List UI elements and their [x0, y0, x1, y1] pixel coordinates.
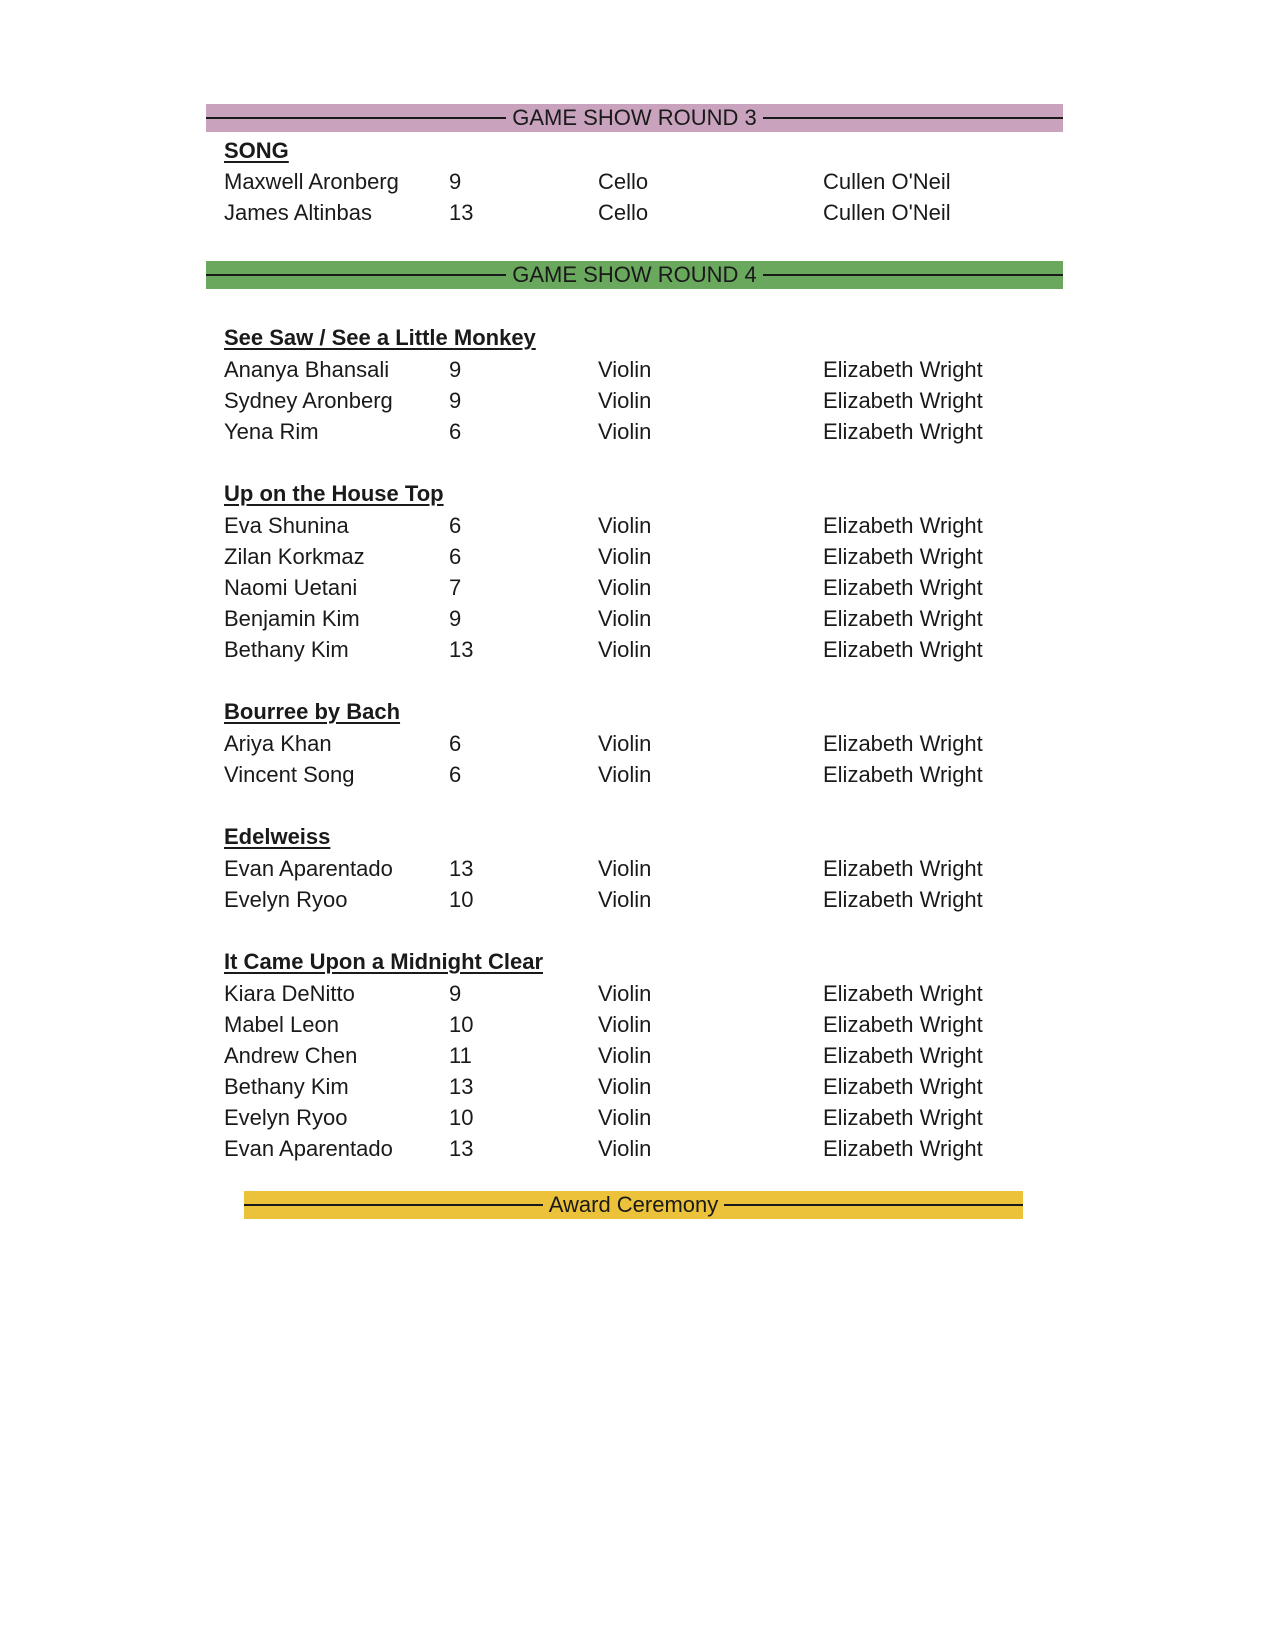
performer-name: Kiara DeNitto [224, 981, 355, 1006]
performer-instrument: Violin [598, 762, 652, 787]
performer-teacher: Elizabeth Wright [823, 1105, 983, 1130]
performer-age: 6 [449, 731, 462, 756]
performer-age: 9 [449, 981, 462, 1006]
performer-row [0, 572, 1275, 603]
banner-rule-right [763, 117, 1063, 119]
performer-name: Eva Shunina [224, 513, 349, 538]
performer-instrument: Violin [598, 1074, 652, 1099]
performer-age: 13 [449, 1136, 474, 1161]
performer-teacher: Elizabeth Wright [823, 637, 983, 662]
performer-row [0, 541, 1275, 572]
performer-name: Evelyn Ryoo [224, 887, 348, 912]
performer-teacher: Elizabeth Wright [823, 575, 983, 600]
performer-instrument: Violin [598, 637, 652, 662]
performer-name: Evelyn Ryoo [224, 1105, 348, 1130]
performer-name: Bethany Kim [224, 1074, 349, 1099]
performer-row [0, 197, 1275, 228]
performer-instrument: Violin [598, 856, 652, 881]
performer-teacher: Elizabeth Wright [823, 1043, 983, 1068]
round4-banner [206, 261, 1063, 289]
piece-title: It Came Upon a Midnight Clear [224, 949, 544, 974]
performer-row [0, 978, 1275, 1009]
performer-instrument: Violin [598, 419, 652, 444]
performer-name: Vincent Song [224, 762, 355, 787]
performer-teacher: Elizabeth Wright [823, 513, 983, 538]
performer-row [0, 1102, 1275, 1133]
performer-teacher: Elizabeth Wright [823, 856, 983, 881]
performer-row [0, 603, 1275, 634]
performer-name: Andrew Chen [224, 1043, 358, 1068]
round4-title: GAME SHOW ROUND 4 [512, 262, 757, 287]
performer-teacher: Elizabeth Wright [823, 887, 983, 912]
performer-age: 11 [449, 1043, 472, 1068]
performer-instrument: Violin [598, 1136, 652, 1161]
performer-teacher: Elizabeth Wright [823, 731, 983, 756]
performer-name: Zilan Korkmaz [224, 544, 365, 569]
performer-row [0, 728, 1275, 759]
performer-instrument: Violin [598, 575, 652, 600]
performer-age: 13 [449, 1074, 474, 1099]
banner-rule-right [724, 1204, 1023, 1206]
performer-teacher: Cullen O'Neil [823, 169, 951, 194]
performer-age: 6 [449, 762, 462, 787]
performer-name: Ananya Bhansali [224, 357, 390, 382]
performer-teacher: Elizabeth Wright [823, 388, 983, 413]
performer-instrument: Violin [598, 606, 652, 631]
performer-age: 9 [449, 357, 462, 382]
performer-teacher: Elizabeth Wright [823, 544, 983, 569]
performer-row [0, 416, 1275, 447]
performer-instrument: Cello [598, 200, 649, 225]
performer-age: 10 [449, 1012, 474, 1037]
performer-instrument: Cello [598, 169, 649, 194]
performer-age: 13 [449, 637, 474, 662]
piece-title: Edelweiss [224, 824, 331, 849]
performer-age: 9 [449, 388, 462, 413]
banner-rule-left [244, 1204, 543, 1206]
performer-teacher: Elizabeth Wright [823, 357, 983, 382]
performer-instrument: Violin [598, 887, 652, 912]
performer-age: 6 [449, 544, 462, 569]
performer-instrument: Violin [598, 981, 652, 1006]
performer-name: Mabel Leon [224, 1012, 339, 1037]
performer-instrument: Violin [598, 544, 652, 569]
performer-name: Benjamin Kim [224, 606, 360, 631]
performer-name: Yena Rim [224, 419, 319, 444]
performer-name: Evan Aparentado [224, 1136, 393, 1161]
performer-row [0, 853, 1275, 884]
performer-teacher: Elizabeth Wright [823, 1136, 983, 1161]
performer-name: Evan Aparentado [224, 856, 393, 881]
performer-teacher: Elizabeth Wright [823, 1074, 983, 1099]
banner-rule-right [763, 274, 1063, 276]
performer-name: Naomi Uetani [224, 575, 358, 600]
performer-instrument: Violin [598, 1105, 652, 1130]
performer-row [0, 1071, 1275, 1102]
piece-title: See Saw / See a Little Monkey [224, 325, 536, 350]
performer-teacher: Elizabeth Wright [823, 606, 983, 631]
performer-age: 13 [449, 856, 474, 881]
award-banner [244, 1191, 1023, 1219]
performer-row [0, 166, 1275, 197]
performer-row [0, 1133, 1275, 1164]
performer-instrument: Violin [598, 388, 652, 413]
piece-title: SONG [224, 138, 289, 163]
round3-banner [206, 104, 1063, 132]
performer-age: 9 [449, 606, 462, 631]
performer-age: 6 [449, 513, 462, 538]
performer-row [0, 385, 1275, 416]
performer-row [0, 1040, 1275, 1071]
performer-row [0, 634, 1275, 665]
piece-title: Up on the House Top [224, 481, 444, 506]
performer-row [0, 884, 1275, 915]
performer-teacher: Elizabeth Wright [823, 762, 983, 787]
performer-age: 7 [449, 575, 462, 600]
performer-instrument: Violin [598, 513, 652, 538]
performer-age: 10 [449, 887, 474, 912]
performer-age: 6 [449, 419, 462, 444]
performer-row [0, 354, 1275, 385]
performer-instrument: Violin [598, 1043, 652, 1068]
performer-age: 10 [449, 1105, 474, 1130]
performer-row [0, 1009, 1275, 1040]
performer-teacher: Cullen O'Neil [823, 200, 951, 225]
banner-rule-left [206, 274, 506, 276]
performer-age: 13 [449, 200, 474, 225]
round3-title: GAME SHOW ROUND 3 [512, 105, 757, 130]
performer-instrument: Violin [598, 731, 652, 756]
performer-name: Bethany Kim [224, 637, 349, 662]
performer-name: Maxwell Aronberg [224, 169, 399, 194]
performer-age: 9 [449, 169, 462, 194]
performer-teacher: Elizabeth Wright [823, 981, 983, 1006]
performer-name: James Altinbas [224, 200, 372, 225]
performer-name: Ariya Khan [224, 731, 332, 756]
performer-row [0, 759, 1275, 790]
piece-title: Bourree by Bach [224, 699, 401, 724]
performer-row [0, 510, 1275, 541]
performer-teacher: Elizabeth Wright [823, 419, 983, 444]
banner-rule-left [206, 117, 506, 119]
performer-teacher: Elizabeth Wright [823, 1012, 983, 1037]
performer-instrument: Violin [598, 357, 652, 382]
award-title: Award Ceremony [548, 1192, 719, 1217]
performer-instrument: Violin [598, 1012, 652, 1037]
performer-name: Sydney Aronberg [224, 388, 393, 413]
